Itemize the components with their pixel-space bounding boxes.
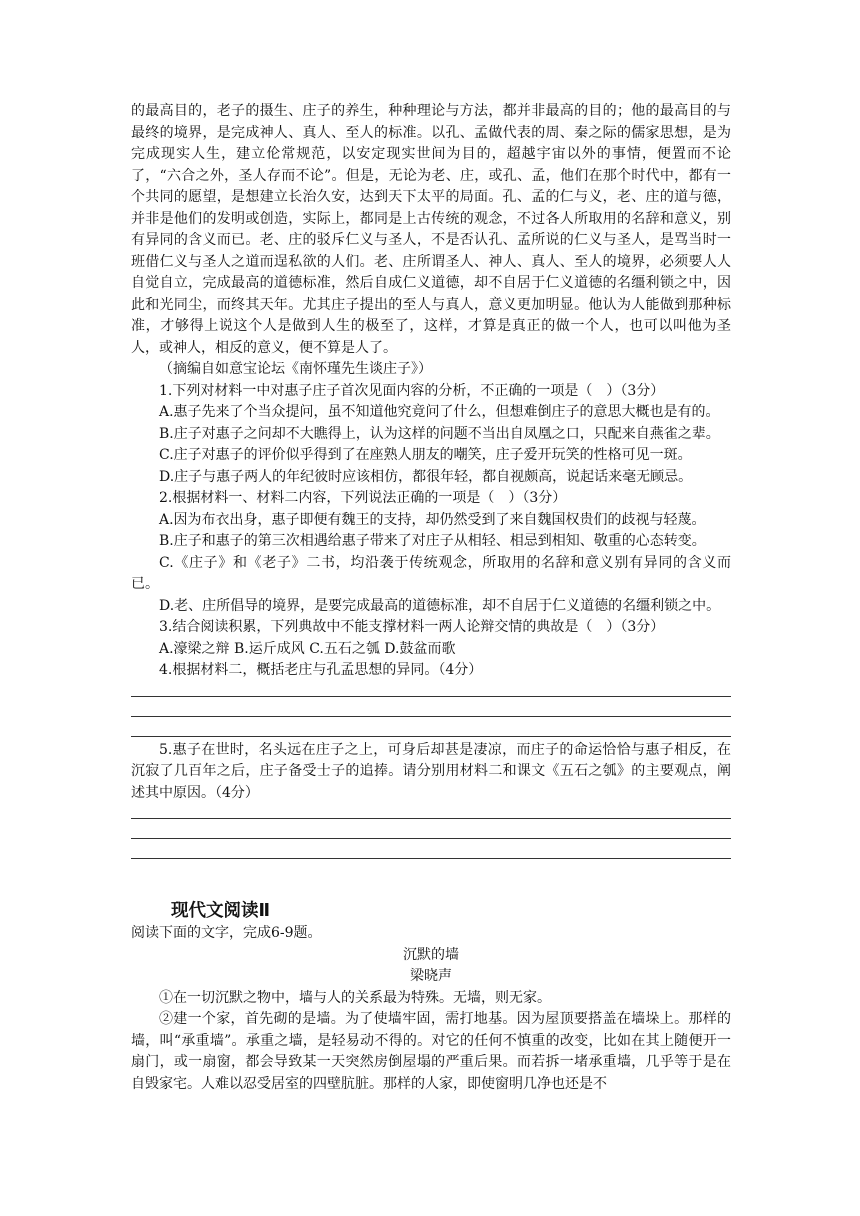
article-author: 梁晓声 bbox=[410, 968, 452, 984]
question-2 bbox=[131, 488, 731, 617]
source-citation: （摘编自如意宝论坛《南怀瑾先生谈庄子》） bbox=[159, 361, 432, 377]
question-option: C.庄子对惠子的评价似乎得到了在座熟人朋友的嘲笑，庄子爱开玩笑的性格可见一斑。 bbox=[159, 447, 692, 463]
answer-line[interactable] bbox=[131, 818, 731, 819]
question-stem: 4.根据材料二，概括老庄与孔孟思想的异同。（4分） bbox=[159, 662, 483, 678]
answer-lines bbox=[131, 818, 731, 859]
question-option: B.庄子和惠子的第三次相遇给惠子带来了对庄子从相轻、相忌到相知、敬重的心态转变。 bbox=[159, 533, 706, 549]
question-stem: 1.下列对材料一中对惠子庄子首次见面内容的分析，不正确的一项是（ ）（3分） bbox=[159, 382, 665, 399]
answer-line[interactable] bbox=[131, 696, 731, 697]
document-content bbox=[131, 101, 731, 1095]
section-title: 现代文阅读Ⅱ bbox=[171, 901, 271, 921]
section-instruction: 阅读下面的文字，完成6-9题。 bbox=[131, 925, 322, 941]
question-options-line: A.濠梁之辩 B.运斤成风 C.五石之瓠 D.鼓盆而歌 bbox=[159, 640, 456, 657]
question-stem: 2.根据材料一、材料二内容，下列说法正确的一项是（ ）（3分） bbox=[159, 490, 567, 506]
question-option: D.庄子与惠子两人的年纪彼时应该相仿，都很年轻，都自视颇高，说起话来毫无顾忌。 bbox=[159, 468, 693, 485]
question-option: B.庄子对惠子之问却不大瞧得上，认为这样的问题不当出自凤凰之口，只配来自燕雀之辈。 bbox=[159, 425, 720, 442]
question-option: A.因为布衣出身，惠子即便有魏王的支持，却仍然受到了来自魏国权贵们的歧视与轻蔑。 bbox=[159, 511, 706, 528]
question-4 bbox=[131, 660, 731, 737]
article-title: 沉默的墙 bbox=[403, 946, 459, 963]
article-paragraph: ①在一切沉默之物中，墙与人的关系最为特殊。无墙，则无家。 bbox=[159, 989, 551, 1006]
question-option: D.老、庄所倡导的境界，是要完成最高的道德标准，却不自居于仁义道德的名缰利锁之中。 bbox=[159, 597, 721, 614]
question-5 bbox=[131, 740, 731, 860]
question-1 bbox=[131, 381, 731, 489]
article-paragraph: ②建一个家，首先砌的是墙。为了使墙牢固，需打地基。因为屋顶要搭盖在墙垛上。那样的墙，叫“承重墙”。承重之墙，是轻易动不得的。对它的任何不慎重的改变，比如在其上随便开一扇门，或一扇窗，都会导致某一天突然房倒屋塌的严重后果。而若拆一堵承重墙，几乎等于是在自毁家宅。人难以忍受居室的四壁肮脏。那样的人家，即使窗明几净也还是不 bbox=[131, 1011, 731, 1092]
question-option: C.《庄子》和《老子》二书，均沿袭于传统观念，所取用的名辞和意义别有异同的含义而已。 bbox=[131, 554, 731, 592]
question-3 bbox=[131, 617, 731, 660]
answer-line[interactable] bbox=[131, 858, 731, 859]
question-option: A.惠子先来了个当众提问，虽不知道他究竟问了什么，但想难倒庄子的意思大概也是有的。 bbox=[159, 404, 720, 420]
material2-passage: 的最高目的，老子的摄生、庄子的养生，种种理论与方法，都并非最高的目的；他的最高目的与最终的境界，是完成神人、真人、至人的标准。以孔、孟做代表的周、秦之际的儒家思想，是为完成现实人生，建立伦常规范，以安定现实世间为目的，超越宇宙以外的事情，便置而不论了，“六合之外，圣人存而不论”。但是，无论为老、庄，或孔、孟，他们在那个时代中，都有一个共同的愿望，是想建立长治久安，达到天下太平的局面。孔、孟的仁与义，老、庄的道与德，并非是他们的发明或创造，实际上，都同是上古传统的观念，不过各人所取用的名辞和意义，别有异同的含义而已。老、庄的驳斥仁义与圣人，不是否认孔、孟所说的仁义与圣人，是骂当时一班借仁义与圣人之道而逞私欲的人们。老、庄所谓圣人、神人、真人、至人的境界，必须要人人自觉自立，完成最高的道德标准，然后自成仁义道德，却不自居于仁义道德的名缰利锁之中，因此和光同尘，而终其天年。尤其庄子提出的至人与真人，意义更加明显。他认为人能做到那种标准，才够得上说这个人是做到人生的极至了，这样，才算是真正的做一个人，也可以叫他为圣人，或神人，相反的意义，便不算是人了。 bbox=[131, 103, 731, 356]
question-stem: 3.结合阅读积累，下列典故中不能支撑材料一两人论辩交情的典故是（ ）（3分） bbox=[159, 619, 665, 635]
answer-lines bbox=[131, 696, 731, 737]
answer-line[interactable] bbox=[131, 736, 731, 737]
answer-line[interactable] bbox=[131, 716, 731, 717]
answer-line[interactable] bbox=[131, 838, 731, 839]
question-stem: 5.惠子在世时，名头远在庄子之上，可身后却甚是凄凉，而庄子的命运恰恰与惠子相反，在沉寂了几百年之后，庄子备受士子的追捧。请分别用材料二和课文《五石之瓠》的主要观点，阐述其中原因。（4分） bbox=[131, 741, 731, 801]
